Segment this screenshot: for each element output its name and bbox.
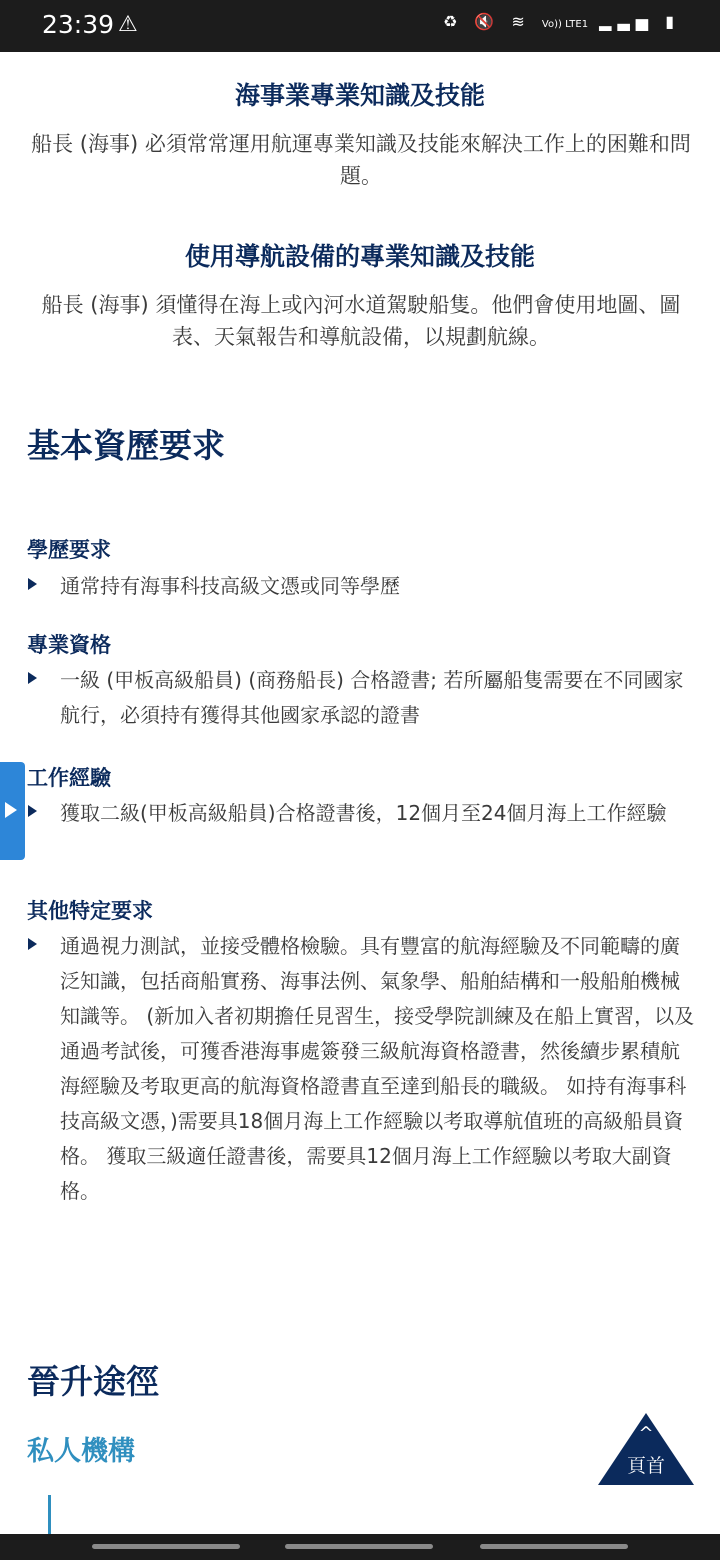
- education-label: 學歷要求: [27, 538, 111, 562]
- warning-icon: ⚠: [118, 12, 138, 37]
- nav-recent-button[interactable]: [92, 1544, 240, 1549]
- qualification-label: 專業資格: [27, 633, 111, 657]
- list-item: [28, 663, 696, 733]
- private-sector-tab[interactable]: 私人機構: [27, 1436, 135, 1467]
- list-item: [28, 929, 696, 1209]
- other-requirements-item: 通過視力測試，並接受體格檢驗。具有豐富的航海經驗及不同範疇的廣泛知識，包括商船實務、海事法例、氣象學、船舶結構和一般船舶機械知識等。 (新加入者初期擔任見習生，接受學院訓練及在船上實習，以及通過考試後，可獲香港海事處簽發三級航海資格證書，然後續步累積航海經驗及考取更高的航海資格證書直至達到船長的職級。 如持有海事科技高級文憑，)需要具18個月海上工作經驗以考取導航值班的高級船員資格。 獲取三級適任證書後，需要具12個月海上工作經驗以考取大副資格。: [60, 934, 695, 1203]
- arrow-right-icon: [5, 802, 17, 818]
- battery-saver-icon: ♻: [442, 12, 464, 31]
- section-body-navigation-knowledge: 船長 (海事) 須懂得在海上或內河水道駕駛船隻。他們會使用地圖、圖表、天氣報告和導航設備，以規劃航線。: [41, 293, 681, 349]
- system-nav-bar: [0, 1534, 720, 1560]
- nav-home-button[interactable]: [285, 1544, 433, 1549]
- signal-icon: ▂▃▅: [599, 12, 655, 31]
- section-title-navigation-knowledge: 使用導航設備的專業知識及技能: [184, 242, 535, 271]
- status-icons: [443, 12, 680, 31]
- back-to-top-label: 頁首: [626, 1455, 665, 1477]
- bullet-arrow-icon: [28, 578, 37, 590]
- promotion-heading: 晉升途徑: [27, 1362, 159, 1401]
- list-item: [28, 569, 696, 604]
- back-to-top-button[interactable]: [598, 1413, 694, 1485]
- list-item: [28, 796, 696, 831]
- requirements-heading: 基本資歷要求: [27, 426, 225, 465]
- battery-icon: ▮: [665, 12, 680, 31]
- education-item: 通常持有海事科技高級文憑或同等學歷: [60, 574, 400, 598]
- side-drawer-toggle[interactable]: [0, 762, 25, 860]
- section-title-maritime-knowledge: 海事業專業知識及技能: [234, 81, 485, 110]
- experience-label: 工作經驗: [27, 766, 111, 790]
- volte-icon: Vo)) LTE1: [541, 19, 589, 30]
- chevron-up-icon: ^: [638, 1423, 654, 1444]
- bullet-arrow-icon: [28, 672, 37, 684]
- qualification-item: 一級 (甲板高級船員) (商務船長) 合格證書; 若所屬船隻需要在不同國家航行，必須持有獲得其他國家承認的證書: [60, 668, 684, 727]
- other-requirements-label: 其他特定要求: [27, 899, 153, 923]
- timeline-line: [48, 1495, 51, 1535]
- status-bar: [0, 0, 720, 52]
- wifi-icon: ≋: [511, 12, 531, 31]
- bullet-arrow-icon: [28, 805, 37, 817]
- experience-item: 獲取二級(甲板高級船員)合格證書後，12個月至24個月海上工作經驗: [60, 801, 667, 825]
- mute-icon: 🔇: [474, 12, 501, 31]
- nav-back-button[interactable]: [480, 1544, 628, 1549]
- status-time: 23:39: [42, 10, 115, 39]
- bullet-arrow-icon: [28, 938, 37, 950]
- section-body-maritime-knowledge: 船長 (海事) 必須常常運用航運專業知識及技能來解決工作上的困難和問題。: [31, 132, 691, 188]
